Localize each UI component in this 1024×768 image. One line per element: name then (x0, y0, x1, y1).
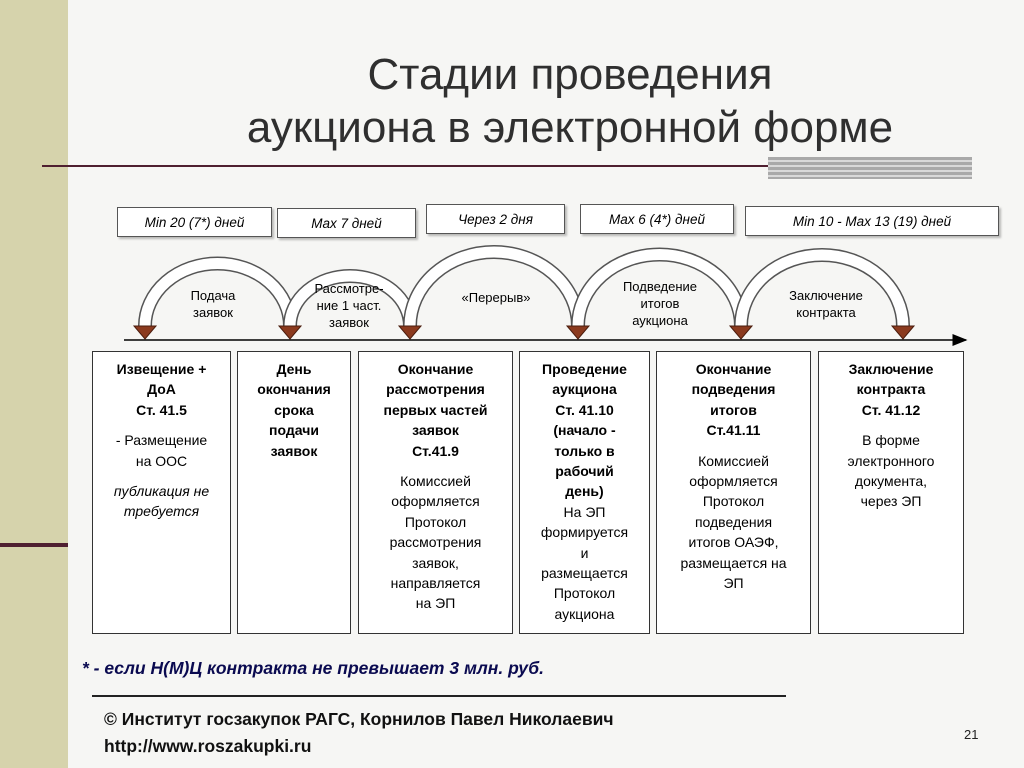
arc-label-5: Заключение контракта (789, 288, 863, 320)
footer-url: http://www.roszakupki.ru (104, 736, 312, 756)
footnote: * - если Н(М)Ц контракта не превышает 3 млн. руб. (82, 658, 544, 678)
title-line-1: Стадии проведения (367, 50, 773, 99)
milestone-marker-5 (730, 326, 752, 339)
stage-box-4 (519, 351, 650, 634)
stage-6-heading: Заключение контракта Ст. 41.12 (848, 361, 934, 418)
duration-box-1: Min 20 (7*) дней (117, 207, 272, 237)
stage-4-text: На ЭП формируется и размещается Протокол аукциона (540, 503, 629, 622)
footer-copyright: © Институт госзакупок РАГС, Корнилов Павел Николаевич (104, 709, 614, 729)
stage-3-text: Комиссией оформляется Протокол рассмотрения заявок, направляется на ЭП (389, 473, 482, 612)
arc-label-1: Подача заявок (190, 288, 236, 320)
duration-box-2: Max 7 дней (277, 208, 416, 238)
duration-box-5: Min 10 - Max 13 (19) дней (745, 206, 999, 236)
arc-label-2: Рассмотре- ние 1 част. заявок (314, 281, 384, 330)
duration-box-4: Max 6 (4*) дней (580, 204, 734, 234)
stage-1-heading: Извещение + ДоА Ст. 41.5 (116, 361, 207, 418)
duration-box-3: Через 2 дня (426, 204, 565, 234)
milestone-marker-4 (567, 326, 589, 339)
marker-layer (134, 326, 914, 339)
stage-box-3 (358, 351, 513, 634)
stage-5-heading: Окончание подведения итогов Ст.41.11 (691, 361, 776, 439)
page-number: 21 (964, 727, 979, 742)
stage-box-1 (92, 351, 231, 634)
stage-2-heading: День окончания срока подачи заявок (257, 361, 331, 459)
stage-1-note: публикация не требуется (113, 483, 210, 520)
arc-label-4: Подведение итогов аукциона (622, 279, 698, 328)
milestone-marker-1 (134, 326, 156, 339)
stage-6-text: В форме электронного документа, через ЭП (847, 432, 935, 510)
stage-4-heading: Проведение аукциона Ст. 41.10 (начало - только в рабочий день) (542, 361, 627, 500)
stage-5-text: Комиссией оформляется Протокол подведения итогов ОАЭФ, размещается на ЭП (680, 452, 787, 592)
stage-1-text: - Размещение на ООС (115, 432, 208, 469)
stage-box-2 (237, 351, 351, 634)
stage-3-heading: Окончание рассмотрения первых частей заявок Ст.41.9 (383, 361, 488, 459)
arc-label-3: «Перерыв» (461, 290, 531, 305)
stage-box-6 (818, 351, 964, 634)
footer-rule (92, 695, 786, 697)
stage-box-5 (656, 351, 811, 634)
title-line-2: аукциона в электронной форме (246, 103, 894, 152)
milestone-marker-6 (892, 326, 914, 339)
